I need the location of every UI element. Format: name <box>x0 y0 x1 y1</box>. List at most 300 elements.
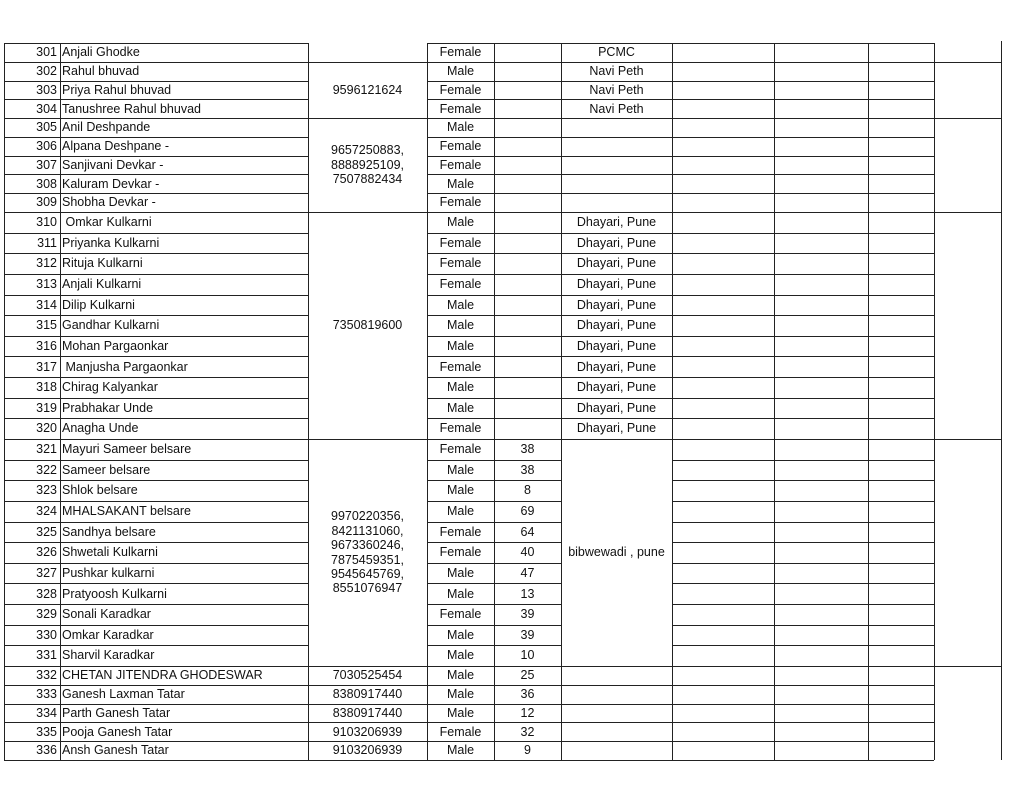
name-cell: Chirag Kalyankar <box>62 380 158 395</box>
blank-cell <box>672 418 774 439</box>
blank-cell <box>672 722 774 741</box>
gender-cell: Male <box>446 648 475 663</box>
grid-line-h <box>561 99 672 100</box>
gender-cell: Male <box>446 586 475 601</box>
gender-cell: Male <box>446 380 475 395</box>
blank-cell <box>672 356 774 377</box>
blank-cell <box>774 583 868 604</box>
grid-line-h <box>308 666 427 667</box>
grid-line-h <box>4 193 308 194</box>
age-cell <box>494 62 561 81</box>
age-cell <box>494 295 561 316</box>
grid-line-h <box>561 233 672 234</box>
grid-line-h <box>672 156 934 157</box>
grid-line-h <box>4 722 308 723</box>
blank-cell <box>672 542 774 563</box>
blank-cell <box>868 295 934 316</box>
gender-cell: Female <box>439 524 482 539</box>
blank-cell <box>868 193 934 212</box>
age-cell <box>494 377 561 398</box>
blank-cell <box>868 439 934 460</box>
blank-cell <box>672 398 774 419</box>
serial-number-cell: 331 <box>36 648 57 663</box>
phone-cell <box>308 43 427 62</box>
grid-line-h <box>672 685 934 686</box>
name-cell: Omkar Karadkar <box>62 627 154 642</box>
gender-cell: Male <box>446 743 475 758</box>
grid-line-h <box>561 62 672 63</box>
grid-line-h <box>4 295 308 296</box>
age-cell: 32 <box>520 724 535 739</box>
grid-line-v <box>4 43 5 760</box>
age-cell: 13 <box>520 586 535 601</box>
grid-line-h <box>4 439 308 440</box>
address-cell <box>561 137 672 156</box>
grid-line-h <box>308 439 427 440</box>
grid-line-h <box>4 274 308 275</box>
phone-cell: 7350819600 <box>332 318 403 333</box>
blank-cell <box>774 563 868 584</box>
grid-line-h <box>4 253 308 254</box>
address-cell: Dhayari, Pune <box>576 318 657 333</box>
name-cell: Tanushree Rahul bhuvad <box>62 101 201 116</box>
age-cell <box>494 253 561 274</box>
address-cell: Dhayari, Pune <box>576 256 657 271</box>
name-cell: Mayuri Sameer belsare <box>62 442 192 457</box>
name-cell: Omkar Kulkarni <box>62 215 152 230</box>
blank-cell <box>868 377 934 398</box>
age-cell: 25 <box>520 668 535 683</box>
blank-cell <box>672 522 774 543</box>
blank-cell <box>672 295 774 316</box>
serial-number-cell: 329 <box>36 607 57 622</box>
gender-cell: Female <box>439 442 482 457</box>
gender-cell: Female <box>439 101 482 116</box>
grid-line-h <box>4 625 308 626</box>
serial-number-cell: 311 <box>37 235 57 250</box>
blank-cell <box>868 398 934 419</box>
name-cell: Priya Rahul bhuvad <box>62 82 172 97</box>
age-cell <box>494 118 561 137</box>
grid-line-h <box>4 583 308 584</box>
name-cell: Pooja Ganesh Tatar <box>62 724 173 739</box>
age-cell: 36 <box>520 687 535 701</box>
grid-line-h <box>4 99 308 100</box>
gender-cell: Male <box>446 483 475 498</box>
age-cell <box>494 156 561 175</box>
name-cell: Ansh Ganesh Tatar <box>62 743 169 758</box>
gender-cell: Male <box>446 176 475 191</box>
blank-cell <box>868 666 934 685</box>
age-cell <box>494 212 561 233</box>
address-cell <box>561 174 672 193</box>
blank-cell <box>672 156 774 175</box>
address-cell: Dhayari, Pune <box>576 235 657 250</box>
grid-line-h <box>672 137 934 138</box>
blank-cell <box>868 233 934 254</box>
blank-cell <box>774 174 868 193</box>
serial-number-cell: 335 <box>36 724 57 739</box>
address-cell: Navi Peth <box>589 82 644 97</box>
gender-cell: Male <box>446 215 475 230</box>
address-cell <box>561 118 672 137</box>
serial-number-cell: 328 <box>36 586 57 601</box>
address-cell <box>561 741 672 760</box>
blank-cell <box>672 137 774 156</box>
name-cell: Sameer belsare <box>62 462 151 477</box>
grid-line-h <box>672 336 934 337</box>
serial-number-cell: 306 <box>36 139 57 154</box>
grid-line-h <box>561 760 672 761</box>
blank-cell <box>672 174 774 193</box>
serial-number-cell: 330 <box>36 627 57 642</box>
blank-cell <box>672 193 774 212</box>
name-cell: Sanjivani Devkar - <box>62 157 164 172</box>
grid-line-v <box>868 43 869 760</box>
age-cell: 38 <box>520 442 535 457</box>
serial-number-cell: 334 <box>36 705 57 720</box>
grid-line-h <box>672 666 934 667</box>
grid-line-h <box>4 501 308 502</box>
serial-number-cell: 323 <box>36 483 57 498</box>
blank-cell <box>774 501 868 522</box>
blank-cell <box>672 233 774 254</box>
grid-line-h <box>4 156 308 157</box>
blank-cell <box>868 722 934 741</box>
grid-line-h <box>672 722 934 723</box>
grid-line-h <box>4 315 308 316</box>
grid-line-h <box>4 704 308 705</box>
name-cell: Rahul bhuvad <box>62 63 140 78</box>
grid-line-h <box>4 118 308 119</box>
grid-line-h <box>672 563 934 564</box>
grid-line-h <box>4 604 308 605</box>
grid-line-h <box>672 418 934 419</box>
grid-line-h <box>561 704 672 705</box>
address-cell <box>561 193 672 212</box>
blank-cell <box>774 625 868 646</box>
address-cell: Dhayari, Pune <box>576 297 657 312</box>
blank-cell <box>672 704 774 723</box>
serial-number-cell: 308 <box>36 176 57 191</box>
blank-cell <box>868 137 934 156</box>
name-cell: Sandhya belsare <box>62 524 156 539</box>
name-cell: MHALSAKANT belsare <box>62 504 191 519</box>
address-cell: Dhayari, Pune <box>576 400 657 415</box>
blank-cell <box>868 212 934 233</box>
name-cell: Ganesh Laxman Tatar <box>62 687 185 701</box>
address-cell: bibwewadi , pune <box>568 545 665 560</box>
grid-line-v <box>494 43 495 760</box>
phone-cell: 9103206939 <box>332 743 403 758</box>
phone-cell: 9970220356, 8421131060, 9673360246, 7875459351, 9545645769, 8551076947 <box>331 509 404 596</box>
age-cell <box>494 336 561 357</box>
address-cell <box>561 685 672 704</box>
gender-cell: Male <box>446 462 475 477</box>
blank-cell <box>868 336 934 357</box>
blank-cell <box>868 563 934 584</box>
grid-line-h <box>561 81 672 82</box>
blank-cell <box>868 501 934 522</box>
blank-cell <box>672 62 774 81</box>
gender-cell: Female <box>439 545 482 560</box>
name-cell: Anjali Kulkarni <box>62 277 142 292</box>
grid-line-h <box>561 137 672 138</box>
blank-cell <box>868 174 934 193</box>
grid-line-h <box>4 212 308 213</box>
name-cell: Anagha Unde <box>62 421 139 436</box>
grid-line-h <box>308 118 427 119</box>
serial-number-cell: 320 <box>36 421 57 436</box>
serial-number-cell: 333 <box>36 687 57 701</box>
name-cell: Sonali Karadkar <box>62 607 151 622</box>
grid-line-h <box>561 377 672 378</box>
name-cell: Anjali Ghodke <box>62 45 140 60</box>
name-cell: Gandhar Kulkarni <box>62 318 160 333</box>
blank-cell <box>672 480 774 501</box>
grid-line-h <box>672 315 934 316</box>
grid-line-h <box>4 62 308 63</box>
age-cell: 8 <box>524 483 531 498</box>
blank-cell <box>774 156 868 175</box>
blank-cell <box>774 274 868 295</box>
serial-number-cell: 336 <box>36 743 57 758</box>
grid-line-v <box>774 43 775 760</box>
grid-line-h <box>672 174 934 175</box>
blank-cell <box>868 99 934 118</box>
grid-line-h <box>561 418 672 419</box>
blank-cell <box>774 722 868 741</box>
blank-cell <box>672 212 774 233</box>
name-cell: Pushkar kulkarni <box>62 565 155 580</box>
grid-line-h <box>561 722 672 723</box>
grid-line-h <box>672 583 934 584</box>
grid-line-h <box>672 356 934 357</box>
grid-line-h <box>561 685 672 686</box>
phone-cell: 7030525454 <box>332 668 403 683</box>
address-cell: Dhayari, Pune <box>576 421 657 436</box>
age-cell <box>494 43 561 62</box>
blank-cell <box>774 43 868 62</box>
serial-number-cell: 315 <box>36 318 57 333</box>
blank-cell <box>868 315 934 336</box>
blank-cell <box>774 377 868 398</box>
grid-line-h <box>672 439 934 440</box>
gender-cell: Male <box>446 338 475 353</box>
grid-line-h <box>4 685 308 686</box>
blank-cell <box>672 274 774 295</box>
address-cell <box>561 704 672 723</box>
grid-line-h <box>672 233 934 234</box>
grid-line-h <box>561 439 672 440</box>
gender-cell: Male <box>446 318 475 333</box>
blank-cell <box>868 685 934 704</box>
grid-line-h <box>934 439 1001 440</box>
blank-cell <box>774 193 868 212</box>
blank-cell <box>868 274 934 295</box>
grid-line-h <box>672 480 934 481</box>
blank-cell <box>868 62 934 81</box>
grid-line-h <box>561 274 672 275</box>
grid-line-h <box>4 137 308 138</box>
grid-line-h <box>4 233 308 234</box>
grid-line-h <box>672 295 934 296</box>
age-cell <box>494 137 561 156</box>
grid-line-h <box>308 212 427 213</box>
blank-cell <box>868 604 934 625</box>
gender-cell: Male <box>446 120 475 135</box>
blank-cell <box>672 563 774 584</box>
age-cell <box>494 398 561 419</box>
phone-cell: 9657250883, 8888925109, 7507882434 <box>331 143 404 187</box>
grid-line-h <box>672 760 934 761</box>
serial-number-cell: 325 <box>36 524 57 539</box>
grid-line-h <box>672 542 934 543</box>
blank-cell <box>868 356 934 377</box>
grid-line-h <box>672 645 934 646</box>
grid-line-h <box>4 43 308 44</box>
grid-line-h <box>934 118 1001 119</box>
grid-line-h <box>672 118 934 119</box>
serial-number-cell: 321 <box>36 442 57 457</box>
name-cell: Pratyoosh Kulkarni <box>62 586 167 601</box>
address-cell: Navi Peth <box>589 101 644 116</box>
blank-cell <box>774 99 868 118</box>
grid-line-h <box>561 156 672 157</box>
gender-cell: Male <box>446 63 475 78</box>
grid-line-h <box>672 741 934 742</box>
grid-line-h <box>561 212 672 213</box>
blank-cell <box>672 336 774 357</box>
gender-cell: Female <box>439 421 482 436</box>
gender-cell: Female <box>439 235 482 250</box>
gender-cell: Male <box>446 668 475 683</box>
grid-line-h <box>4 542 308 543</box>
grid-line-h <box>672 81 934 82</box>
age-cell <box>494 81 561 100</box>
blank-cell <box>774 62 868 81</box>
blank-cell <box>672 460 774 481</box>
grid-line-h <box>561 295 672 296</box>
gender-cell: Female <box>439 607 482 622</box>
blank-cell <box>868 253 934 274</box>
grid-line-h <box>308 62 427 63</box>
address-cell: PCMC <box>598 45 635 60</box>
gender-cell: Male <box>446 297 475 312</box>
blank-cell <box>868 81 934 100</box>
phone-cell: 9596121624 <box>332 82 403 97</box>
phone-cell: 8380917440 <box>332 687 403 701</box>
name-cell: Manjusha Pargaonkar <box>62 359 188 374</box>
blank-cell <box>672 685 774 704</box>
gender-cell: Female <box>439 45 482 60</box>
grid-line-h <box>561 253 672 254</box>
age-cell <box>494 99 561 118</box>
blank-cell <box>774 212 868 233</box>
blank-cell <box>672 315 774 336</box>
blank-cell <box>868 460 934 481</box>
serial-number-cell: 313 <box>36 277 57 292</box>
grid-line-h <box>561 666 672 667</box>
blank-cell <box>672 118 774 137</box>
address-cell: Dhayari, Pune <box>576 359 657 374</box>
grid-line-h <box>308 760 427 761</box>
grid-line-h <box>308 741 427 742</box>
name-cell: Parth Ganesh Tatar <box>62 705 171 720</box>
name-cell: Mohan Pargaonkar <box>62 338 169 353</box>
address-cell <box>561 722 672 741</box>
name-cell: Sharvil Karadkar <box>62 648 155 663</box>
name-cell: Prabhakar Unde <box>62 400 154 415</box>
grid-line-h <box>672 501 934 502</box>
blank-cell <box>774 253 868 274</box>
grid-line-h <box>561 398 672 399</box>
grid-line-h <box>672 522 934 523</box>
grid-line-h <box>672 212 934 213</box>
blank-cell <box>774 233 868 254</box>
blank-cell <box>774 439 868 460</box>
age-cell: 38 <box>520 462 535 477</box>
age-cell <box>494 233 561 254</box>
grid-line-h <box>672 193 934 194</box>
grid-line-h <box>672 253 934 254</box>
phone-cell: 9103206939 <box>332 724 403 739</box>
grid-line-v <box>60 43 61 760</box>
serial-number-cell: 318 <box>36 380 57 395</box>
address-cell: Dhayari, Pune <box>576 215 657 230</box>
grid-line-h <box>4 336 308 337</box>
phone-cell: 8380917440 <box>332 705 403 720</box>
name-cell: Rituja Kulkarni <box>62 256 143 271</box>
grid-line-v <box>1001 41 1002 760</box>
grid-line-h <box>561 118 672 119</box>
address-cell: Dhayari, Pune <box>576 338 657 353</box>
grid-line-v <box>672 43 673 760</box>
grid-line-h <box>4 666 308 667</box>
age-cell: 47 <box>520 565 535 580</box>
blank-cell <box>868 583 934 604</box>
serial-number-cell: 314 <box>36 297 57 312</box>
grid-line-h <box>4 377 308 378</box>
blank-cell <box>868 118 934 137</box>
blank-cell <box>672 666 774 685</box>
grid-line-h <box>4 81 308 82</box>
grid-line-h <box>561 356 672 357</box>
grid-line-h <box>308 704 427 705</box>
blank-cell <box>672 583 774 604</box>
serial-number-cell: 322 <box>36 462 57 477</box>
serial-number-cell: 307 <box>36 157 57 172</box>
blank-cell <box>774 336 868 357</box>
grid-line-h <box>561 336 672 337</box>
blank-cell <box>672 645 774 666</box>
address-cell: Dhayari, Pune <box>576 277 657 292</box>
blank-cell <box>868 156 934 175</box>
blank-cell <box>868 542 934 563</box>
grid-line-h <box>672 625 934 626</box>
grid-line-h <box>934 62 1001 63</box>
blank-cell <box>868 480 934 501</box>
serial-number-cell: 301 <box>36 45 57 60</box>
age-cell <box>494 418 561 439</box>
blank-cell <box>672 81 774 100</box>
serial-number-cell: 310 <box>36 215 57 230</box>
grid-line-h <box>672 604 934 605</box>
grid-line-h <box>4 418 308 419</box>
grid-line-v <box>308 43 309 760</box>
name-cell: Shobha Devkar - <box>62 195 156 210</box>
blank-cell <box>774 645 868 666</box>
